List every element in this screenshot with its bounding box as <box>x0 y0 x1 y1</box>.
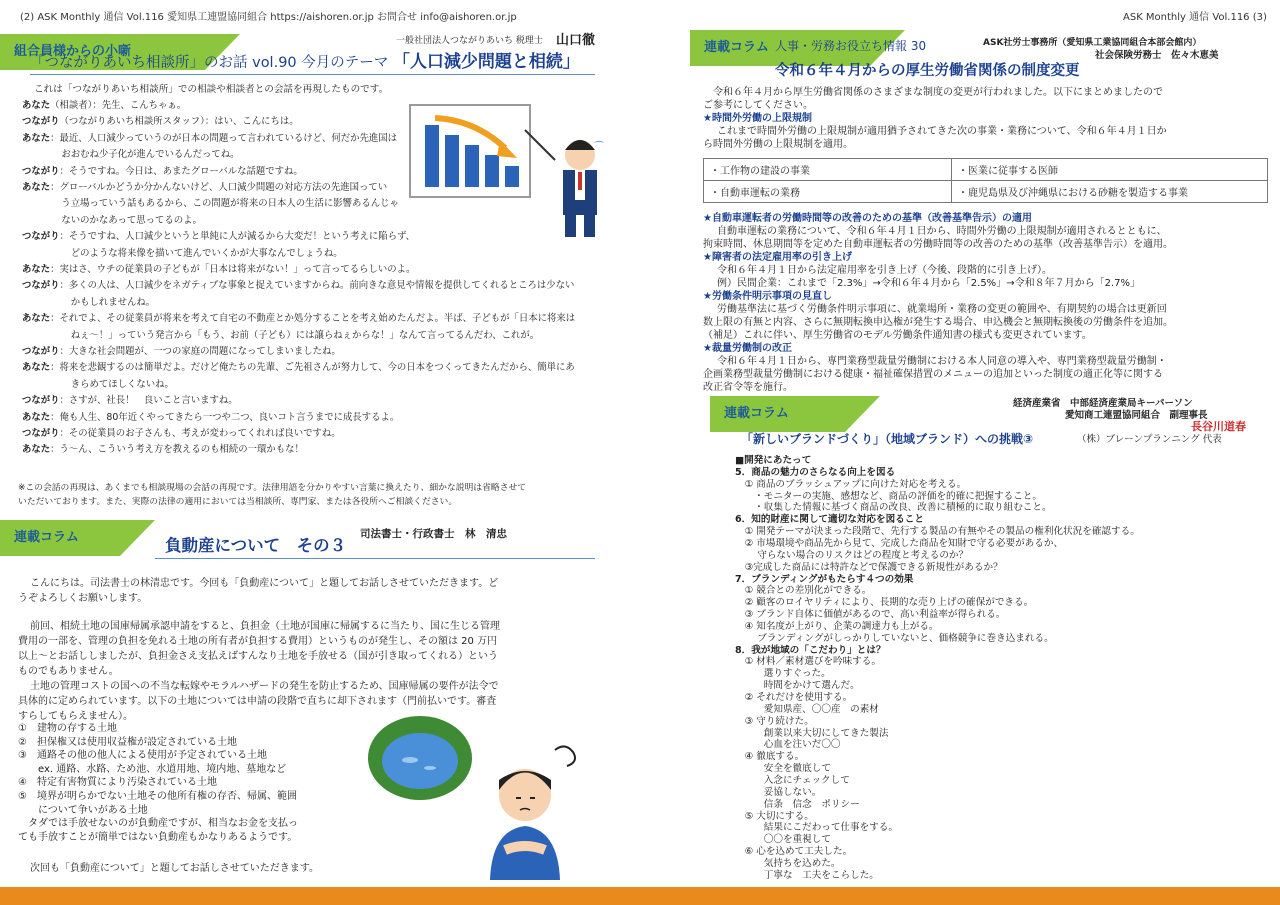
brand-line: 5．商品の魅力のさらなる向上を図る <box>735 466 896 478</box>
brand-line: 愛知県産、〇〇産 の素材 <box>735 703 879 715</box>
brand-line: ⑥ 心を込めて工夫した。 <box>735 846 853 858</box>
labor-heading-overtime: ★時間外労働の上限規制 <box>703 113 812 124</box>
dialogue-text: ：最近、人口減少っていうのが日本の問題って言われているけど、何だか先進国は <box>50 132 398 144</box>
estate-paragraph-line: 具体的に定められています。以下の土地については申請の段階で直ちに却下されます（門前払いです。審査 <box>18 696 497 707</box>
labor-driver-2: 拘束時間、休息期間等を定めた自動車運転者の労働時間等の改善のための基準（改善基準告示）を適用。 <box>703 239 1173 250</box>
estate-paragraph-line: ものでもありません。 <box>18 666 119 677</box>
dialogue-line <box>22 427 341 441</box>
dialogue-line <box>22 148 240 162</box>
dialogue-text: かもしれませんね。 <box>52 296 156 308</box>
brand-line: ③ ブランド自体に価値があるので、高い利益率が得られる。 <box>735 609 1006 621</box>
brand-line: 8．我が地域の「こだわり」とは？ <box>735 644 886 656</box>
dialogue-text: う立場っていう話もあるから、この問題が将来の日本人の生活に影響あるんじゃ <box>52 198 399 210</box>
consult-band-label: 組合員様からの小噺 <box>14 44 132 59</box>
dialogue-line <box>22 197 399 211</box>
estate-author: 司法書士・行政書士 林 清忠 <box>360 528 507 540</box>
dialogue-speaker: あなた <box>22 313 51 325</box>
brand-company: （株）ブレーンプランニング 代表 <box>1077 434 1222 445</box>
dialogue-text: ：その従業員のお子さんも、考えが変わってくれれば良いですね。 <box>59 428 341 439</box>
brand-line: 妥協しない。 <box>735 786 822 798</box>
estate-paragraph-line: 前回、相続土地の国庫帰属承認申請をすると、負担金（土地が国庫に帰属するに当たり、国に生じる管理 <box>30 621 500 632</box>
brand-line: 守らない場合のリスクはどの程度と考えるのか？ <box>735 549 969 561</box>
estate-list-item: ④ 特定有害物質により汚染されている土地 <box>18 777 217 789</box>
estate-list-item: ② 担保権又は使用収益権が設定されている土地 <box>18 736 237 748</box>
brand-line: 丁寧な 工夫をこらした。 <box>735 869 879 881</box>
labor-business-table <box>703 158 1268 203</box>
brand-line: ブランディングがしっかりしていないと、価格競争に巻き込まれる。 <box>735 632 1054 644</box>
estate-list-item: ex. 通路、水路、ため池、水道用地、境内地、墓地など <box>18 763 287 775</box>
dialogue-speaker: つながり <box>22 428 60 439</box>
dialogue-speaker: あなた <box>22 100 51 111</box>
labor-title: 令和６年４月からの厚生労働省関係の制度変更 <box>775 63 1080 79</box>
dialogue-speaker: あなた <box>22 264 51 275</box>
brand-line: ⑤ 大切にする。 <box>735 810 814 822</box>
table-cell: ・自動車運転の業務 <box>704 181 952 203</box>
brand-line: ② 市場環境や商品先から見て、完成した商品を知財で守る必要があるか、 <box>735 537 1064 549</box>
brand-line: ・モニターの実施、感想など、商品の評価を的確に把握すること。 <box>735 490 1042 502</box>
brand-band <box>710 396 880 432</box>
brand-line: ① 材料／素材選びを吟味する。 <box>735 656 881 668</box>
brand-line: ① 開発テーマが決まった段階で、先行する製品の有無やその製品の権利化状況を確認する。 <box>735 526 1140 538</box>
brand-line: ① 商品のブラッシュアップに向けた対応を考える。 <box>735 478 967 490</box>
dialogue-line <box>22 378 174 392</box>
labor-intro-2: ご参考にしてください。 <box>703 100 813 111</box>
estate-p1-line2: うぞよろしくお願いします。 <box>18 593 148 604</box>
dialogue-text: ないのかなあって思ってるのよ。 <box>52 214 202 226</box>
dialogue-speaker: あなた <box>22 362 51 374</box>
dialogue-text: どのような将来像を描いて進んでいくかが大事なんでしょうね。 <box>52 247 343 259</box>
brand-line: ■開発にあたって <box>735 455 812 466</box>
dialogue-speaker: つながり <box>22 116 60 128</box>
table-cell: ・医業に従事する医師 <box>952 159 1268 181</box>
estate-closing: 次回も「負動産について」と題してお話しさせていただきます。 <box>30 863 319 874</box>
dialogue-text: ：将来を悲観するのは簡単だよ。だけど俺たちの先輩、ご先祖さんが努力して、今の日本をつくってきたんだから、簡単にあ <box>50 362 575 374</box>
labor-author-org: ASK社労士事務所（愛知県工業協同組合本部会館内） <box>983 38 1202 48</box>
labor-discretion-1: 令和６年４月１日から、専門業務型裁量労働制における本人同意の導入や、専門業務型裁量労働制・ <box>717 356 1167 367</box>
brand-line: 選りすぐった。 <box>735 668 831 680</box>
estate-p1-line1: こんにちは。司法書士の林清忠です。今回も「負動産について」と題してお話しさせていただきます。ど <box>30 578 499 589</box>
brand-line: 創業以来大切にしてきた製法 <box>735 727 889 739</box>
labor-heading-conditions: ★労働条件明示事項の見直し <box>703 291 832 302</box>
table-row <box>704 181 1268 203</box>
dialogue-line <box>22 345 341 359</box>
labor-discretion-3: 改正省令等を施行。 <box>703 382 793 393</box>
dialogue-speaker: つながり <box>22 165 60 177</box>
brand-line: 6．知的財産に関して適切な対応を図ること <box>735 514 924 526</box>
brand-line: 気持ちを込めた。 <box>735 857 841 869</box>
brand-author-name: 長谷川道春 <box>1191 420 1246 433</box>
table-row <box>704 159 1268 181</box>
bottom-accent-bar <box>0 887 1280 905</box>
left-page <box>0 0 635 885</box>
estate-list-item: ても手放すことが簡単ではない負動産もかなりあるようです。 <box>18 831 298 843</box>
dialogue-speaker: あなた <box>22 182 51 193</box>
dialogue-text: ：それでよ、その従業員が将来を考えて自宅の不動産とか処分することを考え始めたんだよ。半ば、子どもが「日本に将来は <box>50 313 576 325</box>
dialogue-speaker: あなた <box>22 411 51 423</box>
dialogue-speaker: つながり <box>22 395 60 407</box>
dialogue-text: おおむね少子化が進んでいるんだってね。 <box>52 149 240 161</box>
consult-title <box>30 52 580 72</box>
dialogue-text: ：そうですね、人口減少というと単純に人が減るから大変だ！という考えに陥らず、 <box>59 231 416 243</box>
table-cell: ・工作物の建設の事業 <box>704 159 952 181</box>
consult-author-org: 一般社団法人つながりあいち 税理士 <box>396 36 543 46</box>
brand-line: ・収集した情報に基づく商品の改良、改善に積極的に取り組むこと。 <box>735 502 1052 514</box>
dialogue-text: きらめてほしくないね。 <box>52 378 174 390</box>
dialogue-line <box>22 115 299 129</box>
brand-line: ③完成した商品には特許などで保護できる新規性があるか？ <box>735 561 1003 573</box>
dialogue-text: ：多くの人は、人口減少をネガティブな事象と捉えていますからね。前向きな意見や情報を提供してくれるところは少ない <box>59 280 575 292</box>
labor-band-label: 連載コラム <box>704 40 769 55</box>
right-page <box>645 0 1280 885</box>
brand-author-line2: 愛知商工連盟協同組合 副理事長 <box>1065 410 1208 421</box>
labor-intro-1: 令和６年４月から厚生労働省関係のさまざまな制度の変更が行われました。以下にまとめましたので <box>713 87 1163 98</box>
brand-line: ② 顧客のロイヤリティにより、長期的な売り上げの確保ができる。 <box>735 597 1034 609</box>
consult-title-prefix: 「つながりあいち相談所」のお話 vol.90 今月のテーマ <box>30 55 389 71</box>
dialogue-line <box>22 296 155 310</box>
consult-author-name: 山口徹 <box>556 33 596 48</box>
dialogue-line <box>22 132 397 146</box>
consult-note-1: ※この会話の再現は、あくまでも相談現場の会話の再現です。法律用語を分かりやすい言葉に換えたり、細かな説明は省略させて <box>18 483 527 493</box>
brand-line: 結果にこだわって仕事をする。 <box>735 822 898 834</box>
svg-text:⁀: ⁀ <box>595 142 604 153</box>
estate-title: 負動産について その３ <box>165 536 347 555</box>
dialogue-text: ：そうですね。今日は、あまたグローバルな話題ですね。 <box>59 165 303 177</box>
labor-heading-disability: ★障害者の法定雇用率の引き上げ <box>703 252 852 263</box>
brand-line: 信条 信念 ポリシー <box>735 798 860 810</box>
running-header-right: ASK Monthly 通信 Vol.116 (3) <box>1123 12 1267 23</box>
estate-paragraph-line: すらしてもらえません）。 <box>18 711 133 722</box>
estate-list-item: ⑤ 境界が明らかでない土地その他所有権の存否、帰属、範囲 <box>18 791 297 802</box>
labor-conditions-2: 数上限の有無と内容、さらに無期転換申込権が発生する場合、申込機会と無期転換後の労働条件を追加。 <box>703 317 1173 328</box>
dialogue-line <box>22 394 238 408</box>
dialogue-line <box>22 361 575 375</box>
dialogue-line <box>22 247 343 261</box>
running-header-left: (2) ASK Monthly 通信 Vol.116 愛知県工連盟協同組合 https://aishoren.or.jp お問合せ info@aishoren.or.jp <box>20 12 517 23</box>
brand-line: ③ 守り続けた。 <box>735 715 814 727</box>
consult-title-theme: 「人口減少問題と相続」 <box>392 52 580 72</box>
consult-intro: これは「つながりあいち相談所」での相談や相談者との会話を再現したものです。 <box>34 84 389 95</box>
estate-list-item: ① 建物の存する土地 <box>18 723 117 734</box>
dialogue-text: （つながりあいち相談所スタッフ）：はい、こんにちは。 <box>59 116 299 128</box>
dialogue-line <box>22 99 186 113</box>
estate-list-item: ③ 通路その他の他人による使用が予定されている土地 <box>18 750 267 762</box>
estate-paragraph-line: 土地の管理コストの国への不当な転嫁やモラルハザードの発生を防止するため、国庫帰属の要件が法令で <box>30 681 499 692</box>
dialogue-line <box>22 329 539 343</box>
labor-author-title: 社会保険労務士 佐々木恵美 <box>1095 50 1219 61</box>
dialogue-speaker: あなた <box>22 444 51 456</box>
labor-heading-discretion: ★裁量労働制の改正 <box>703 343 792 354</box>
dialogue-text: ：う～ん、こういう考え方を教えるのも相続の一環かもな！ <box>50 444 304 456</box>
labor-overtime-2: ら時間外労働の上限規制を適用。 <box>703 139 853 150</box>
dialogue-text: （相談者）：先生、こんちゃぁ。 <box>50 100 187 111</box>
dialogue-line <box>22 181 387 195</box>
labor-series: 人事・労務お役立ち情報 30 <box>775 39 927 53</box>
labor-conditions-1: 労働基準法に基づく労働条件明示事項に、就業場所・業務の変更の範囲や、有期契約の場合は更新回 <box>717 304 1167 315</box>
labor-conditions-3: （補足）これに伴い、厚生労働省のモデル労働条件通知書の様式も変更されています。 <box>703 330 1092 341</box>
dialogue-line <box>22 214 202 228</box>
brand-line: 入念にチェックして <box>735 774 850 786</box>
brand-line: ④ 知名度が上がり、企業の調達力も上がる。 <box>735 620 939 632</box>
estate-band <box>0 520 155 556</box>
labor-heading-driver: ★自動車運転者の労働時間等の改善のための基準（改善基準告示）の適用 <box>703 213 1032 224</box>
dialogue-text: ねぇ～！」っていう発言から「もう、お前（子ども）には譲らねぇからな！」なんて言ってるんだわ、これが。 <box>52 329 540 341</box>
dialogue-line <box>22 230 415 244</box>
dialogue-speaker: つながり <box>22 346 60 357</box>
table-cell: ・鹿児島県及び沖縄県における砂糖を製造する事業 <box>952 181 1268 203</box>
brand-line: 時間をかけて選んだ。 <box>735 680 860 692</box>
brand-band-label: 連載コラム <box>724 406 789 421</box>
dialogue-speaker: あなた <box>22 132 51 144</box>
brand-line: 〇〇を重視して <box>735 834 831 846</box>
brand-line: ④ 徹底する。 <box>735 751 805 763</box>
estate-band-label: 連載コラム <box>14 530 79 545</box>
dialogue-line <box>22 279 574 293</box>
dialogue-line <box>22 443 304 457</box>
dialogue-line <box>22 411 399 425</box>
dialogue-text: ：俺も人生、80年近くやってきたら一つや二つ、良いコト言うまでに成長するよ。 <box>50 411 400 423</box>
labor-disability-1: 令和６年４月１日から法定雇用率を引き上げ（今後、段階的に引き上げ）。 <box>717 265 1052 276</box>
brand-line: 心血を注いだ〇〇 <box>735 739 841 751</box>
brand-line: ① 競合との差別化ができる。 <box>735 585 872 597</box>
dialogue-text: ：さすが、社長！ 良いこと言いますね。 <box>59 395 238 407</box>
brand-title: 「新しいブランドづくり」（地域ブランド）への挑戦③ <box>741 432 1034 446</box>
estate-paragraph-line: 費用の一部を、管理の負担を免れる土地の所有者が負担する費用）というものが発生し、その額は 20 万円 <box>18 636 498 647</box>
dialogue-speaker: つながり <box>22 280 60 292</box>
brand-line: 安全を徹底して <box>735 763 831 775</box>
dialogue-text: ：グローバルかどうか分かんないけど、人口減少問題の対応方法の先進国ってい <box>50 182 388 193</box>
consult-title-rule <box>30 74 595 75</box>
estate-title-rule <box>155 558 595 559</box>
brand-line: ② それだけを使用する。 <box>735 692 853 703</box>
dialogue-line <box>22 165 303 179</box>
estate-list-item: タダでは手放せないのが負動産ですが、相当なお金を支払っ <box>18 818 298 830</box>
pond-illustration <box>365 708 475 808</box>
labor-overtime-1: これまで時間外労働の上限規制が適用猶予されてきた次の事業・業務について、令和６年４月１日か <box>717 126 1167 137</box>
labor-discretion-2: 企画業務型裁量労働制における健康・福祉確保措置のメニューの追加といった制度の適正化等に関する <box>703 369 1163 380</box>
dialogue-text: ：実はさ、ウチの従業員の子どもが「日本は将来がない！」って言ってるらしいのよ。 <box>50 264 416 275</box>
brand-author-line1: 経済産業省 中部経済産業局キーパーソン <box>1013 398 1193 409</box>
estate-paragraph-line: 以上～とお話ししましたが、負担金さえ支払えばすんなり土地を手放せる（国が引き取ってくれる）という <box>18 651 498 662</box>
dialogue-speaker: つながり <box>22 231 60 243</box>
dialogue-line <box>22 263 415 277</box>
labor-driver-1: 自動車運転の業務について、令和６年４月１日から、時間外労働の上限規制が適用されるとともに、 <box>717 226 1167 237</box>
estate-list-item: について争いがある土地 <box>18 804 148 816</box>
labor-disability-2: 例）民間企業：これまで「2.3%」→令和６年４月から「2.5%」→令和８年７月から「2.7%」 <box>717 278 1140 289</box>
consult-note-2: いただいております。また、実際の法律の適用においては当相談所、専門家、または各役所へご相談ください。 <box>18 497 458 507</box>
declining-chart-illustration <box>405 100 610 240</box>
worried-person-illustration <box>480 740 595 880</box>
dialogue-text: ：大きな社会問題が、一つの家庭の問題になってしまいましたね。 <box>59 346 341 357</box>
brand-line: 7．ブランディングがもたらす４つの効果 <box>735 573 914 585</box>
dialogue-line <box>22 312 575 326</box>
